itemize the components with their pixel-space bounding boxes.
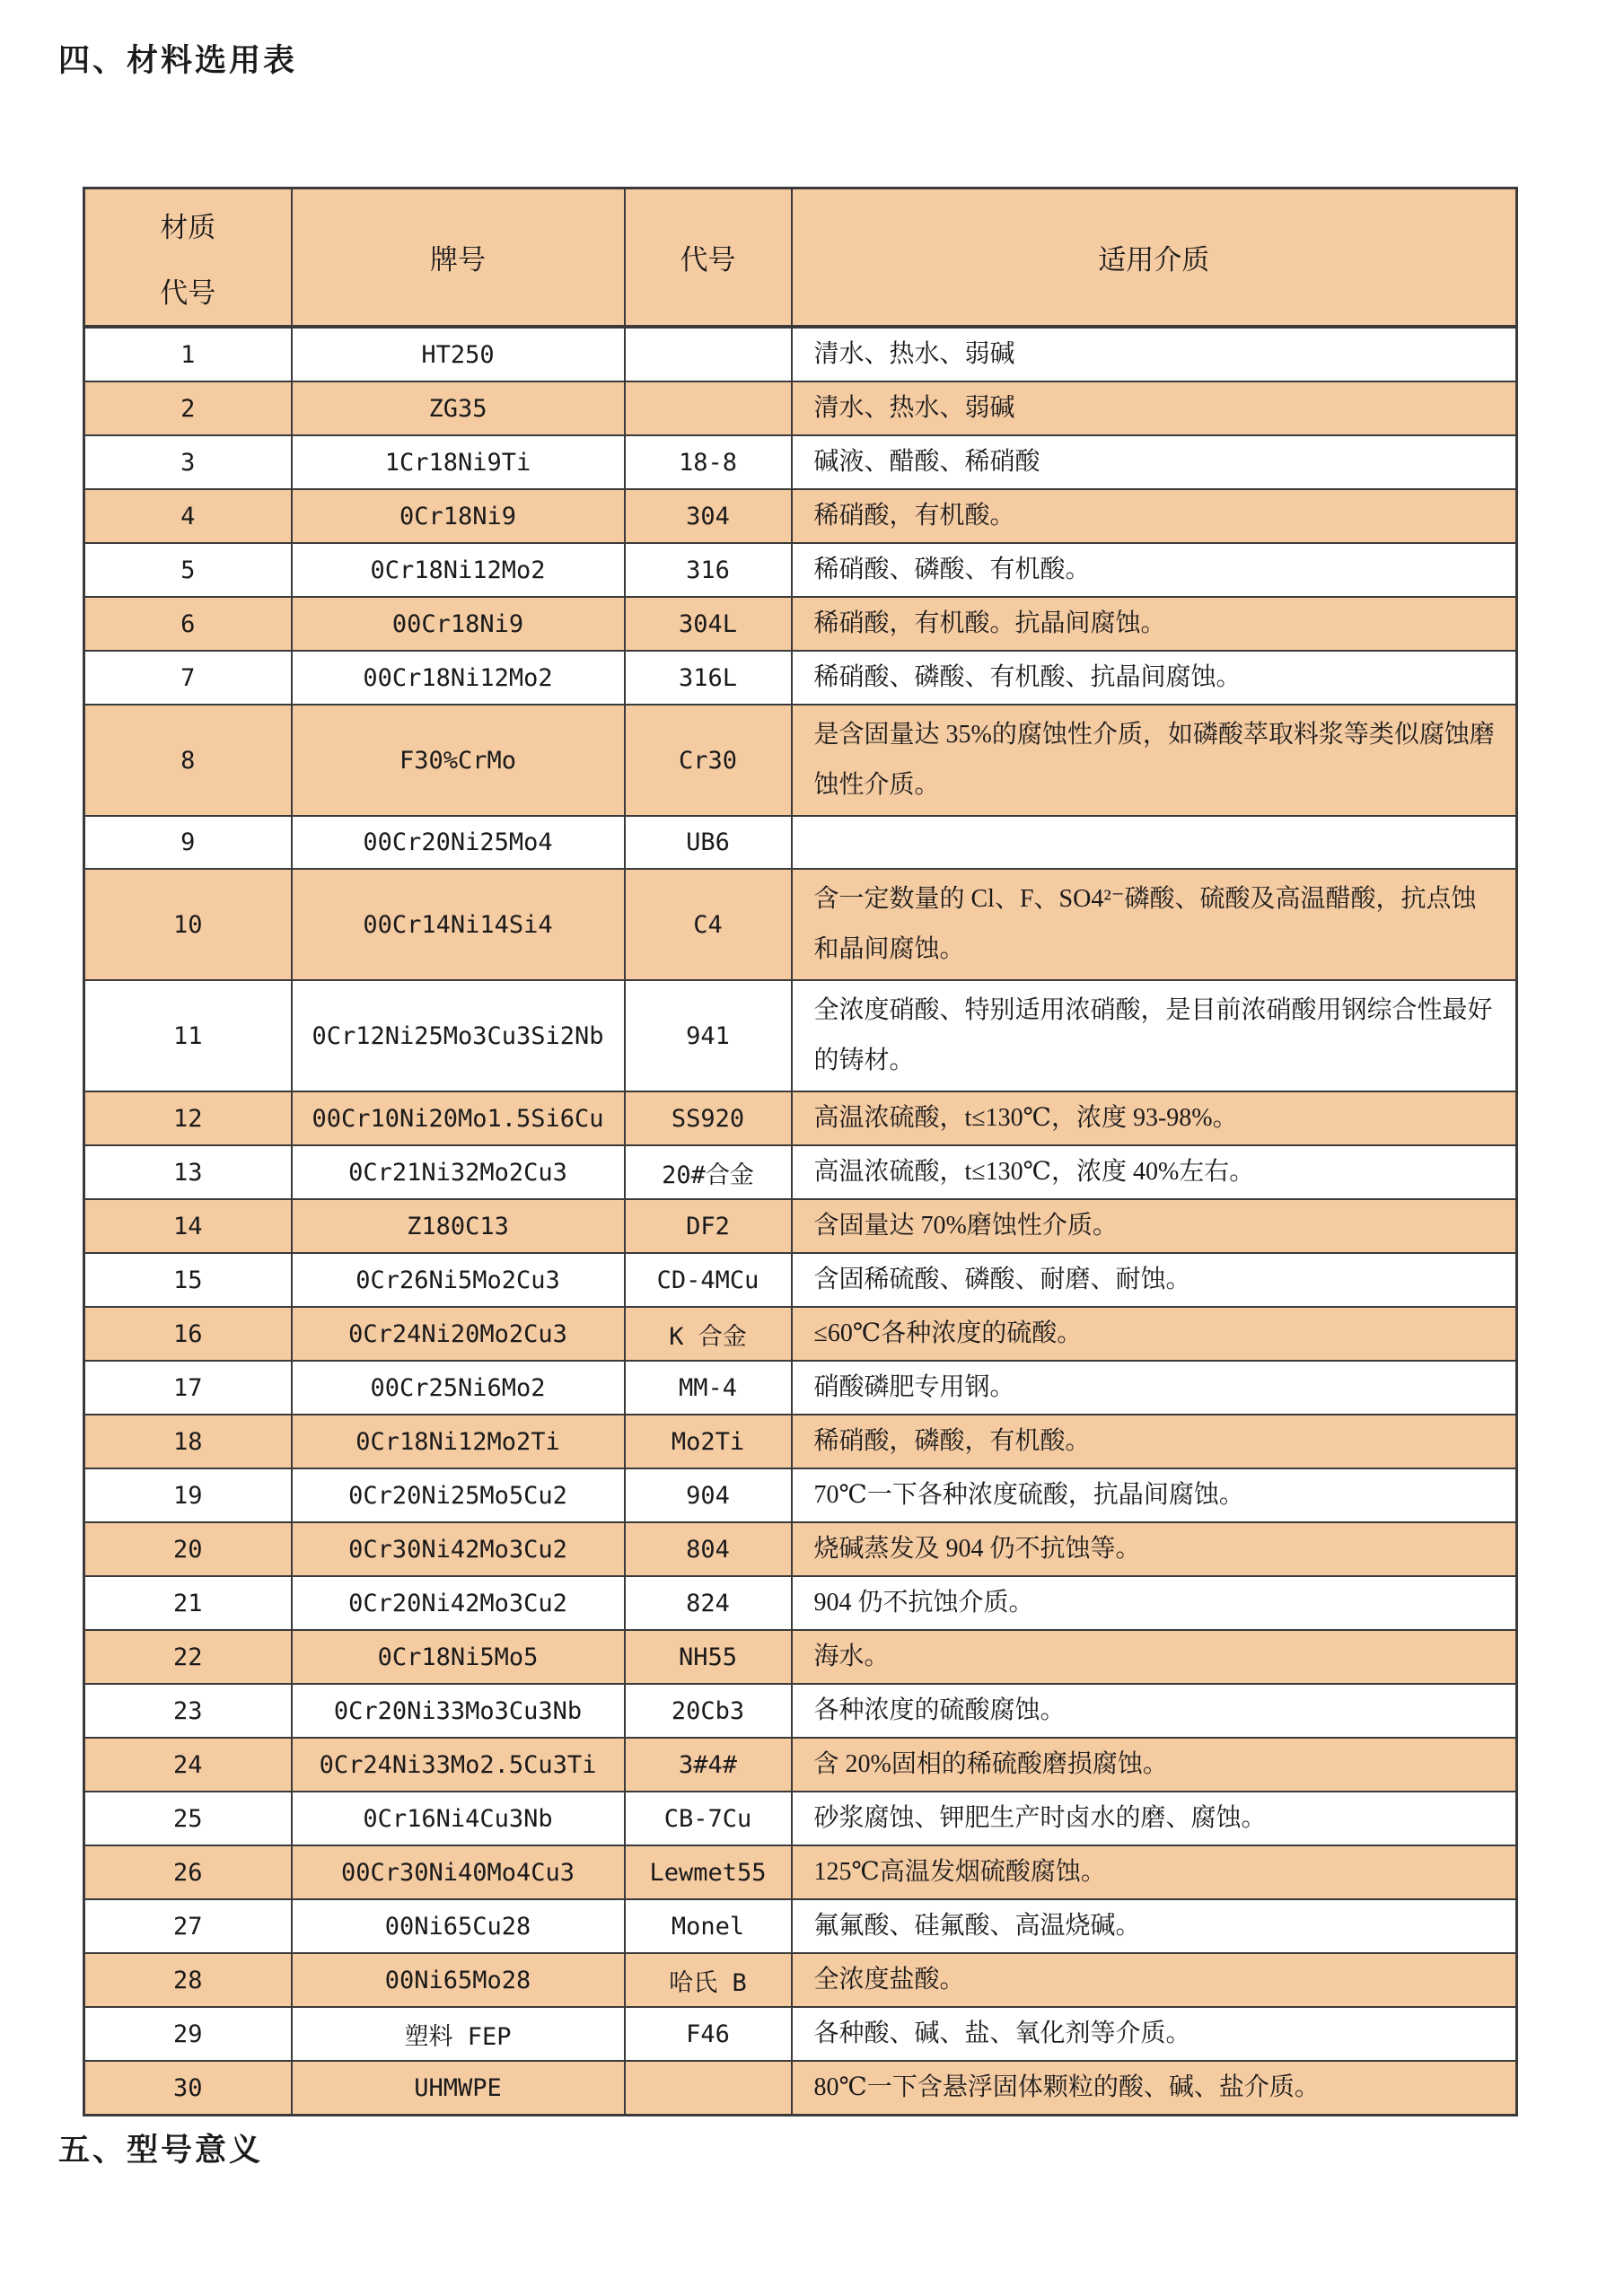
table-row — [84, 381, 1517, 435]
header-material-code — [84, 188, 292, 328]
cell-material-code: 10 — [84, 869, 292, 980]
cell-media: 稀硝酸，有机酸。 — [792, 489, 1517, 543]
cell-grade: 00Cr10Ni20Mo1.5Si6Cu — [292, 1091, 625, 1145]
cell-media: 砂浆腐蚀、钾肥生产时卤水的磨、腐蚀。 — [792, 1792, 1517, 1845]
cell-code: 20#合金 — [625, 1145, 792, 1199]
header-grade: 牌号 — [292, 188, 625, 328]
cell-code: 304 — [625, 489, 792, 543]
cell-material-code: 21 — [84, 1576, 292, 1630]
cell-material-code: 2 — [84, 381, 292, 435]
cell-media: 高温浓硫酸，t≤130℃，浓度 93-98%。 — [792, 1091, 1517, 1145]
cell-grade: 00Cr20Ni25Mo4 — [292, 816, 625, 869]
cell-grade: HT250 — [292, 327, 625, 381]
cell-code: 316 — [625, 543, 792, 597]
cell-code: F46 — [625, 2007, 792, 2061]
cell-media: 硝酸磷肥专用钢。 — [792, 1361, 1517, 1415]
cell-grade: 0Cr20Ni42Mo3Cu2 — [292, 1576, 625, 1630]
table-row — [84, 1792, 1517, 1845]
cell-media: 氟氟酸、硅氟酸、高温烧碱。 — [792, 1899, 1517, 1953]
table-row — [84, 2007, 1517, 2061]
table-row — [84, 869, 1517, 980]
cell-grade: 0Cr26Ni5Mo2Cu3 — [292, 1253, 625, 1307]
material-selection-table — [83, 187, 1518, 2116]
header-code: 代号 — [625, 188, 792, 328]
cell-material-code: 27 — [84, 1899, 292, 1953]
cell-grade: 0Cr30Ni42Mo3Cu2 — [292, 1522, 625, 1576]
cell-material-code: 23 — [84, 1684, 292, 1738]
cell-material-code: 20 — [84, 1522, 292, 1576]
cell-media: 是含固量达 35%的腐蚀性介质，如磷酸萃取料浆等类似腐蚀磨蚀性介质。 — [792, 705, 1517, 816]
cell-code: 316L — [625, 651, 792, 705]
table-row — [84, 1576, 1517, 1630]
cell-grade: 0Cr16Ni4Cu3Nb — [292, 1792, 625, 1845]
cell-grade: 0Cr18Ni12Mo2 — [292, 543, 625, 597]
cell-code: C4 — [625, 869, 792, 980]
cell-code — [625, 381, 792, 435]
cell-material-code: 29 — [84, 2007, 292, 2061]
cell-grade: 0Cr18Ni5Mo5 — [292, 1630, 625, 1684]
header-material-code-line2: 代号 — [160, 276, 216, 309]
cell-media: 稀硝酸、磷酸、有机酸、抗晶间腐蚀。 — [792, 651, 1517, 705]
cell-code: UB6 — [625, 816, 792, 869]
cell-media: 含固稀硫酸、磷酸、耐磨、耐蚀。 — [792, 1253, 1517, 1307]
cell-material-code: 4 — [84, 489, 292, 543]
cell-grade: 塑料 FEP — [292, 2007, 625, 2061]
cell-code: CD-4MCu — [625, 1253, 792, 1307]
table-row — [84, 1145, 1517, 1199]
cell-material-code: 7 — [84, 651, 292, 705]
cell-grade: 00Cr18Ni9 — [292, 597, 625, 651]
cell-material-code: 26 — [84, 1845, 292, 1899]
cell-media: 全浓度盐酸。 — [792, 1953, 1517, 2007]
cell-code: 941 — [625, 980, 792, 1091]
cell-material-code: 28 — [84, 1953, 292, 2007]
cell-media: 清水、热水、弱碱 — [792, 381, 1517, 435]
section-title-materials: 四、材料选用表 — [58, 43, 298, 78]
cell-grade: 00Cr14Ni14Si4 — [292, 869, 625, 980]
cell-grade: 00Ni65Mo28 — [292, 1953, 625, 2007]
cell-material-code: 18 — [84, 1415, 292, 1468]
table-row — [84, 543, 1517, 597]
cell-media: 稀硝酸，磷酸，有机酸。 — [792, 1415, 1517, 1468]
cell-grade: 0Cr24Ni20Mo2Cu3 — [292, 1307, 625, 1361]
cell-media: 清水、热水、弱碱 — [792, 327, 1517, 381]
table-row — [84, 1522, 1517, 1576]
table-row — [84, 435, 1517, 489]
cell-grade: 0Cr24Ni33Mo2.5Cu3Ti — [292, 1738, 625, 1792]
cell-media: 含一定数量的 Cl、F、SO4²⁻磷酸、硫酸及高温醋酸，抗点蚀和晶间腐蚀。 — [792, 869, 1517, 980]
cell-grade: F30%CrMo — [292, 705, 625, 816]
cell-code: CB-7Cu — [625, 1792, 792, 1845]
cell-code: 哈氏 B — [625, 1953, 792, 2007]
table-row — [84, 980, 1517, 1091]
cell-grade: UHMWPE — [292, 2061, 625, 2116]
table-row — [84, 1415, 1517, 1468]
cell-material-code: 15 — [84, 1253, 292, 1307]
cell-code: K 合金 — [625, 1307, 792, 1361]
cell-media — [792, 816, 1517, 869]
table-row — [84, 705, 1517, 816]
cell-grade: 0Cr18Ni12Mo2Ti — [292, 1415, 625, 1468]
table-row — [84, 1361, 1517, 1415]
header-material-code-line1: 材质 — [160, 211, 216, 243]
cell-material-code: 16 — [84, 1307, 292, 1361]
cell-material-code: 24 — [84, 1738, 292, 1792]
cell-material-code: 25 — [84, 1792, 292, 1845]
cell-code: DF2 — [625, 1199, 792, 1253]
cell-material-code: 11 — [84, 980, 292, 1091]
cell-grade: 00Cr18Ni12Mo2 — [292, 651, 625, 705]
cell-grade: 00Ni65Cu28 — [292, 1899, 625, 1953]
cell-code: Cr30 — [625, 705, 792, 816]
table-row — [84, 816, 1517, 869]
table-header-row — [84, 188, 1517, 328]
table-row — [84, 327, 1517, 381]
cell-media: 各种浓度的硫酸腐蚀。 — [792, 1684, 1517, 1738]
cell-code: 18-8 — [625, 435, 792, 489]
cell-grade: 1Cr18Ni9Ti — [292, 435, 625, 489]
cell-grade: 0Cr20Ni33Mo3Cu3Nb — [292, 1684, 625, 1738]
cell-media: 80℃一下含悬浮固体颗粒的酸、碱、盐介质。 — [792, 2061, 1517, 2116]
cell-code: Monel — [625, 1899, 792, 1953]
table-row — [84, 1091, 1517, 1145]
cell-grade: 0Cr21Ni32Mo2Cu3 — [292, 1145, 625, 1199]
cell-media: 全浓度硝酸、特别适用浓硝酸，是目前浓硝酸用钢综合性最好的铸材。 — [792, 980, 1517, 1091]
cell-media: 904 仍不抗蚀介质。 — [792, 1576, 1517, 1630]
cell-material-code: 1 — [84, 327, 292, 381]
cell-material-code: 13 — [84, 1145, 292, 1199]
cell-material-code: 6 — [84, 597, 292, 651]
cell-grade: 0Cr12Ni25Mo3Cu3Si2Nb — [292, 980, 625, 1091]
table-row — [84, 1953, 1517, 2007]
cell-media: 稀硝酸，有机酸。抗晶间腐蚀。 — [792, 597, 1517, 651]
cell-material-code: 3 — [84, 435, 292, 489]
cell-grade: 0Cr18Ni9 — [292, 489, 625, 543]
table-row — [84, 2061, 1517, 2116]
cell-media: 70℃一下各种浓度硫酸，抗晶间腐蚀。 — [792, 1468, 1517, 1522]
cell-code: 304L — [625, 597, 792, 651]
cell-code: Mo2Ti — [625, 1415, 792, 1468]
cell-code — [625, 2061, 792, 2116]
cell-material-code: 30 — [84, 2061, 292, 2116]
table-row — [84, 1253, 1517, 1307]
header-media: 适用介质 — [792, 188, 1517, 328]
cell-code: 3#4# — [625, 1738, 792, 1792]
table-row — [84, 1199, 1517, 1253]
cell-media: 含 20%固相的稀硫酸磨损腐蚀。 — [792, 1738, 1517, 1792]
cell-material-code: 14 — [84, 1199, 292, 1253]
table-row — [84, 1630, 1517, 1684]
section-title-model: 五、型号意义 — [58, 2133, 264, 2168]
cell-code: MM-4 — [625, 1361, 792, 1415]
table-row — [84, 489, 1517, 543]
cell-material-code: 9 — [84, 816, 292, 869]
cell-media: 烧碱蒸发及 904 仍不抗蚀等。 — [792, 1522, 1517, 1576]
table-row — [84, 651, 1517, 705]
cell-grade: 00Cr25Ni6Mo2 — [292, 1361, 625, 1415]
cell-grade: 0Cr20Ni25Mo5Cu2 — [292, 1468, 625, 1522]
cell-media: 含固量达 70%磨蚀性介质。 — [792, 1199, 1517, 1253]
cell-code: Lewmet55 — [625, 1845, 792, 1899]
cell-code — [625, 327, 792, 381]
cell-material-code: 19 — [84, 1468, 292, 1522]
table-row — [84, 1684, 1517, 1738]
cell-media: 海水。 — [792, 1630, 1517, 1684]
table-row — [84, 1845, 1517, 1899]
cell-grade: Z180C13 — [292, 1199, 625, 1253]
cell-code: SS920 — [625, 1091, 792, 1145]
cell-media: 稀硝酸、磷酸、有机酸。 — [792, 543, 1517, 597]
cell-media: ≤60℃各种浓度的硫酸。 — [792, 1307, 1517, 1361]
cell-code: 824 — [625, 1576, 792, 1630]
cell-media: 高温浓硫酸，t≤130℃，浓度 40%左右。 — [792, 1145, 1517, 1199]
cell-material-code: 17 — [84, 1361, 292, 1415]
table-row — [84, 597, 1517, 651]
cell-media: 各种酸、碱、盐、氧化剂等介质。 — [792, 2007, 1517, 2061]
cell-material-code: 12 — [84, 1091, 292, 1145]
cell-code: 904 — [625, 1468, 792, 1522]
cell-grade: 00Cr30Ni40Mo4Cu3 — [292, 1845, 625, 1899]
cell-media: 125℃高温发烟硫酸腐蚀。 — [792, 1845, 1517, 1899]
table-row — [84, 1307, 1517, 1361]
table-row — [84, 1899, 1517, 1953]
cell-material-code: 8 — [84, 705, 292, 816]
cell-grade: ZG35 — [292, 381, 625, 435]
cell-code: NH55 — [625, 1630, 792, 1684]
table-row — [84, 1468, 1517, 1522]
cell-code: 804 — [625, 1522, 792, 1576]
cell-material-code: 5 — [84, 543, 292, 597]
cell-code: 20Cb3 — [625, 1684, 792, 1738]
cell-media: 碱液、醋酸、稀硝酸 — [792, 435, 1517, 489]
cell-material-code: 22 — [84, 1630, 292, 1684]
table-row — [84, 1738, 1517, 1792]
